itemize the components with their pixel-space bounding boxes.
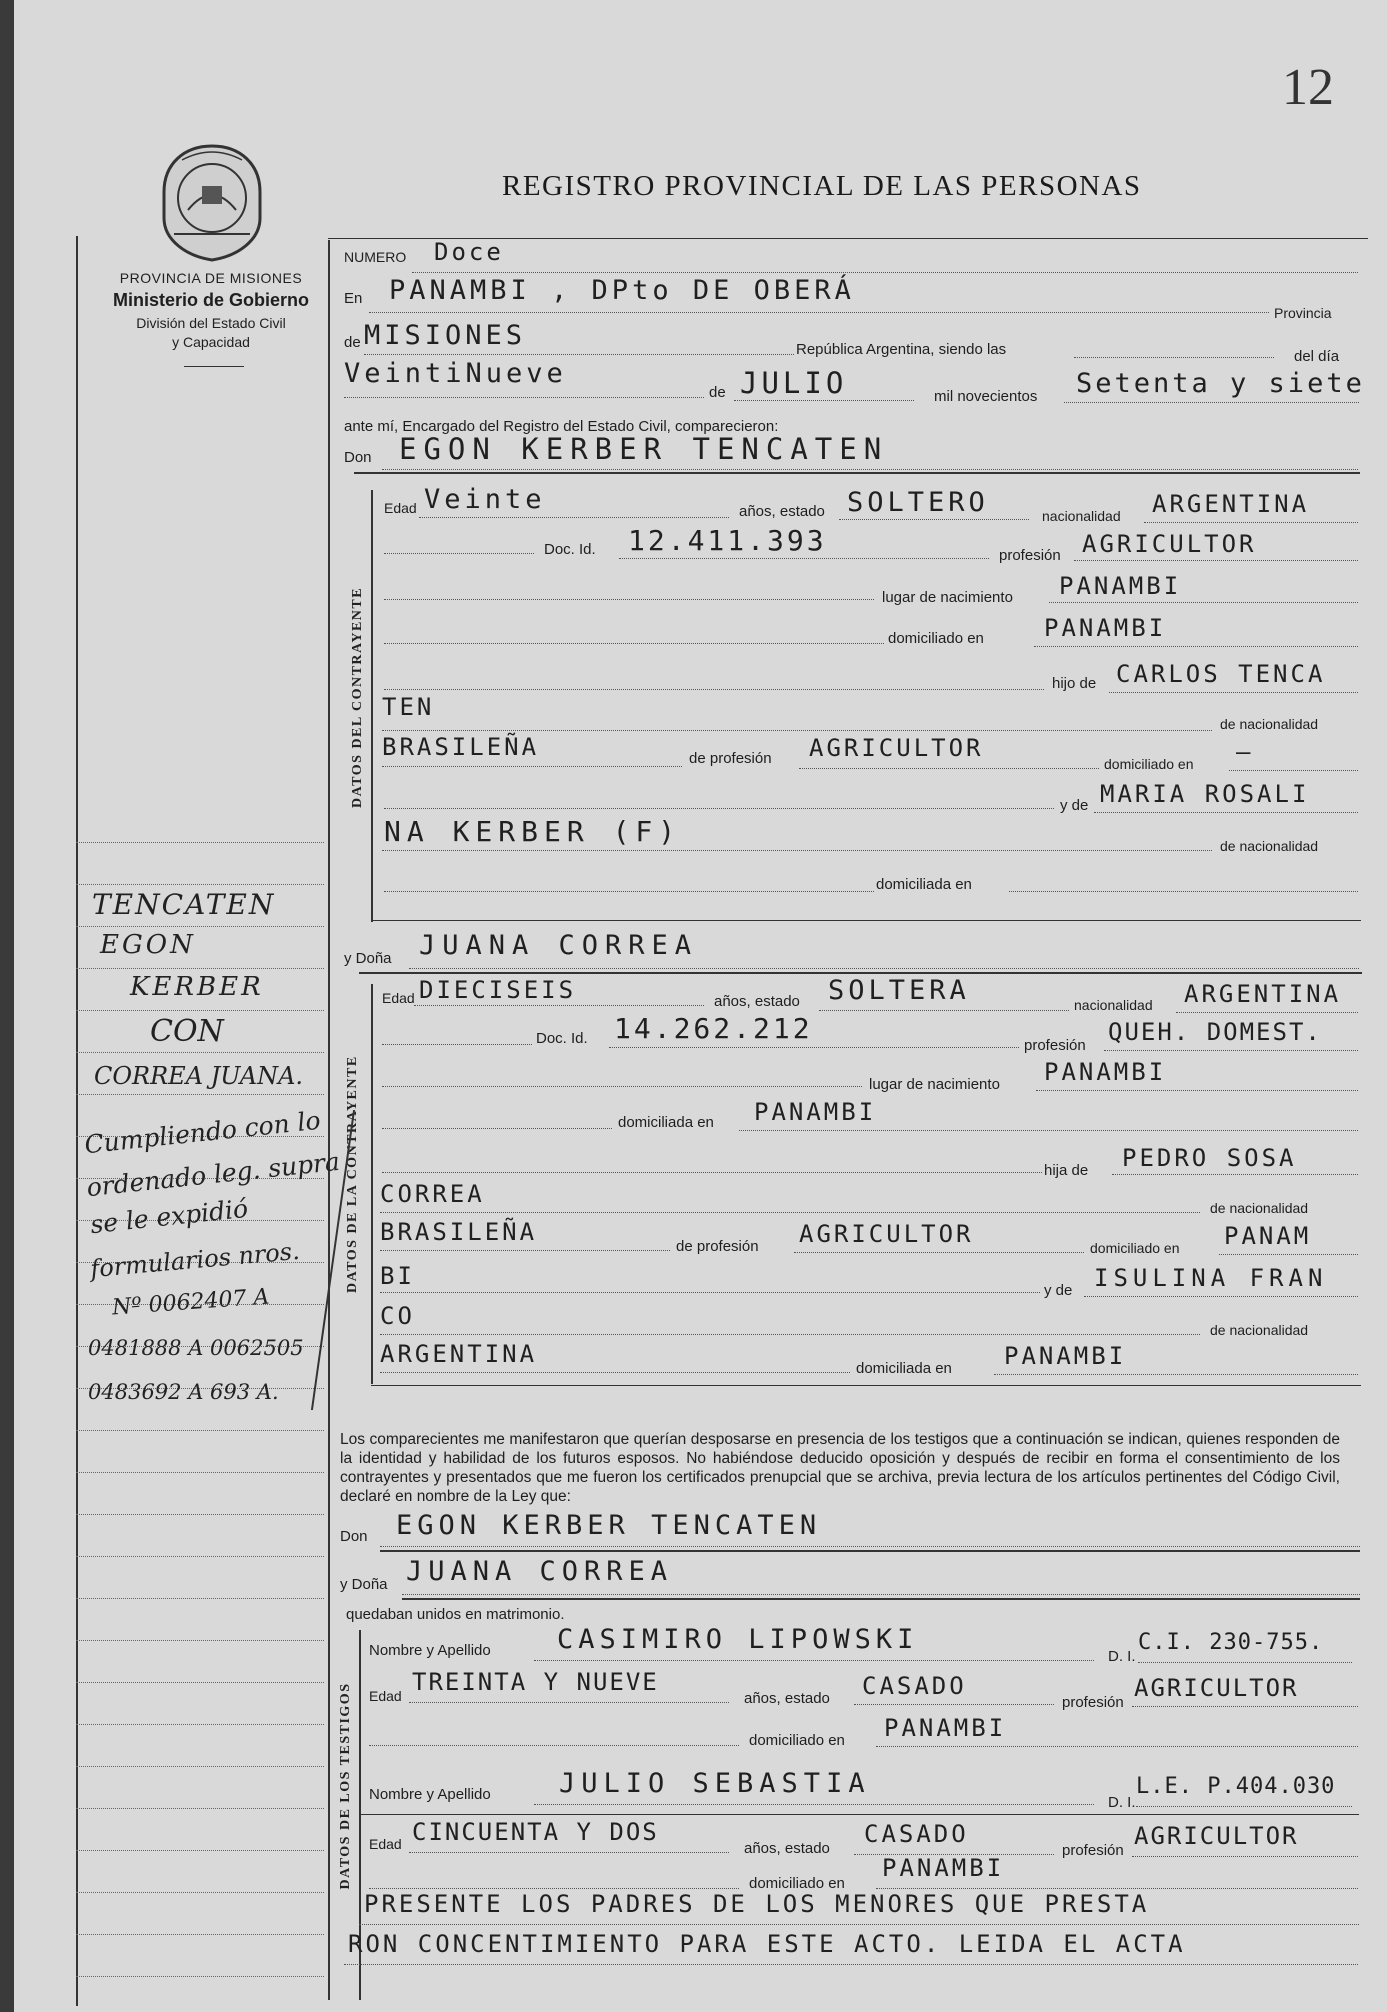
padre-dom-line [1229, 770, 1358, 771]
margin-rule [76, 1934, 324, 1935]
ante-text: ante mí, Encargado del Registro del Estado Civil, comparecieron: [344, 418, 779, 435]
margin-note-4: formularios nros. [89, 1236, 301, 1284]
madre2-value: ISULINA FRAN [1094, 1264, 1328, 1292]
profesion2-label: profesión [1024, 1037, 1086, 1054]
t2-edad-value: CINCUENTA Y DOS [412, 1818, 659, 1846]
nacionalidad2-value: ARGENTINA [1184, 980, 1342, 1008]
t1-nombre-label: Nombre y Apellido [369, 1642, 491, 1659]
domiciliada2-value: PANAMBI [754, 1098, 877, 1126]
margin-note-1: Cumpliendo con lo [83, 1105, 322, 1160]
union-don-label: Don [340, 1528, 368, 1545]
de-value: MISIONES [364, 320, 527, 351]
anos-estado-label: años, estado [739, 503, 825, 520]
padre-dom: — [1236, 738, 1254, 766]
numero-label: NUMERO [344, 249, 407, 265]
lugar2-pre-line [382, 1086, 862, 1087]
domiciliada2-label: domiciliada en [618, 1114, 714, 1131]
madre2-dom-line [994, 1374, 1358, 1375]
remarks-line1: PRESENTE LOS PADRES DE LOS MENORES QUE PRESTA [364, 1890, 1150, 1918]
margin-rule [76, 1808, 324, 1809]
nacionalidad2-line [1176, 1012, 1358, 1013]
margin-note-2: ordenado leg. supra [85, 1146, 342, 1203]
t2-dom-value: PANAMBI [882, 1854, 1005, 1882]
edad-line [419, 517, 729, 518]
t2-prof-line [1132, 1856, 1358, 1857]
t1-nombre-line [534, 1660, 1094, 1661]
padre2-line [1112, 1174, 1358, 1175]
padre2-prof-label: de profesión [676, 1238, 759, 1255]
madre2-nac-label: de nacionalidad [1210, 1322, 1309, 1338]
lugar-line [1049, 602, 1358, 603]
padre2-dom-cont-line [380, 1292, 1040, 1293]
profesion2-line [1104, 1050, 1358, 1051]
madre-line [1094, 812, 1358, 813]
profesion2-value: QUEH. DOMEST. [1108, 1018, 1322, 1046]
t1-estado-value: CASADO [862, 1672, 967, 1700]
nacionalidad-label: nacionalidad [1042, 508, 1121, 524]
t1-di-line [1138, 1662, 1352, 1663]
provincia-label: Provincia [1274, 305, 1332, 321]
margin-rule [76, 1892, 324, 1893]
de-label: de [344, 334, 361, 351]
t1-edad-value: TREINTA Y NUEVE [412, 1668, 659, 1696]
margin-rule [76, 884, 324, 885]
en-value: PANAMBI , DPto DE OBERÁ [389, 275, 855, 306]
padre2-value: PEDRO SOSA [1122, 1144, 1297, 1172]
padre-cont: TEN [382, 693, 435, 721]
left-frame-line [328, 240, 330, 2000]
remarks-line1-rule [359, 1924, 1359, 1925]
statement-paragraph: Los comparecientes me manifestaron que querían desposarse en presencia de los testigos que a continuación se indican, quienes responden de la identidad y habilidad de los futuros esposos. No habiéndose deducido oposición y después de recibir en forma el consentimiento de los contrayentes y presentados que me fueron los certificados prenupcial que se archiva, previa lectura de los artículos pertinentes del Código Civil, declaré en nombre de la Ley que: [340, 1431, 1340, 1505]
margin-name-1: TENCATEN [92, 888, 276, 921]
padre2-prof-line [794, 1252, 1084, 1253]
margin-rule [76, 1724, 324, 1725]
madre2-cont: CO [380, 1302, 415, 1330]
lugar2-label: lugar de nacimiento [869, 1076, 1000, 1093]
ministry-line4: y Capacidad [172, 334, 250, 350]
padre-value: CARLOS TENCA [1116, 660, 1326, 688]
hijo-label: hijo de [1052, 675, 1097, 692]
union-dona-value: JUANA CORREA [406, 1556, 674, 1587]
padre2-nac: BRASILEÑA [380, 1218, 538, 1246]
madre-dom-label: domiciliada en [876, 876, 972, 893]
margin-rule [76, 1094, 324, 1095]
t1-prof-line [1132, 1706, 1358, 1707]
ministry-line1: PROVINCIA DE MISIONES [119, 270, 303, 286]
edad-value: Veinte [424, 484, 546, 515]
dona-value: JUANA CORREA [419, 930, 699, 961]
t2-dom-line [876, 1888, 1358, 1889]
contrayente-top-line [354, 472, 1360, 474]
en-label: En [344, 290, 363, 307]
estado2-value: SOLTERA [828, 975, 970, 1006]
nacionalidad-line [1144, 522, 1358, 523]
padre2-dom-label: domiciliado en [1090, 1240, 1180, 1256]
domiciliado-line [1034, 646, 1358, 647]
margin-rule [76, 1976, 324, 1977]
anio-value: Setenta y siete [1076, 368, 1365, 399]
estado2-line [819, 1010, 1069, 1011]
madre2-dom-label: domiciliada en [856, 1360, 952, 1377]
madre-value: MARIA ROSALI [1100, 780, 1310, 808]
hija-pre-line [382, 1172, 1042, 1173]
madre2-nac: ARGENTINA [380, 1340, 538, 1368]
anio-line [1064, 402, 1359, 403]
madre-nac-label: de nacionalidad [1220, 838, 1319, 854]
del-dia-label: del día [1294, 348, 1340, 365]
padre2-dom-line [1219, 1254, 1358, 1255]
t2-prof-value: AGRICULTOR [1134, 1822, 1299, 1850]
domiciliada2-line [739, 1130, 1358, 1131]
republica-text: República Argentina, siendo las [796, 341, 1007, 358]
profesion-line [1074, 560, 1358, 561]
y-de-pre-line [384, 808, 1054, 809]
t2-nombre-line [534, 1804, 1094, 1805]
t1-edad-label: Edad [369, 1688, 402, 1704]
union-dona-label: y Doña [340, 1576, 388, 1593]
de-mes-label: de [709, 384, 726, 401]
ministry-divider [184, 366, 244, 367]
margin-rule [76, 1514, 324, 1515]
profesion-value: AGRICULTOR [1082, 530, 1257, 558]
padre-prof: AGRICULTOR [809, 734, 984, 762]
domiciliada2-pre-line [382, 1128, 612, 1129]
t1-dom-label: domiciliado en [749, 1732, 845, 1749]
testigos-side-label: DATOS DE LOS TESTIGOS [338, 1682, 353, 1890]
union-dona-line [402, 1594, 1360, 1595]
doc-value: 12.411.393 [628, 524, 827, 557]
padre-prof-line [799, 768, 1099, 769]
t2-di-value: L.E. P.404.030 [1136, 1774, 1336, 1799]
padre-prof-label: de profesión [689, 750, 772, 767]
dona-line [409, 968, 1359, 969]
padre-nac: BRASILEÑA [382, 733, 540, 761]
ministry-line2: Ministerio de Gobierno [112, 290, 309, 310]
padre-nac-line [382, 766, 682, 767]
lugar2-line [1036, 1090, 1358, 1091]
margin-rule [76, 1556, 324, 1557]
doc2-value: 14.262.212 [614, 1012, 813, 1045]
edad2-label: Edad [382, 990, 415, 1006]
contrayente2-side-label: DATOS DE LA CONTRAYENTE [345, 1055, 360, 1293]
edad2-line [414, 1005, 704, 1006]
t2-dom-label: domiciliado en [749, 1875, 845, 1892]
t1-di-value: C.I. 230-755. [1138, 1630, 1324, 1655]
t1-dom-value: PANAMBI [884, 1714, 1007, 1742]
doc-line [619, 558, 989, 559]
padre-nac-label: de nacionalidad [1220, 716, 1319, 732]
emblem-seal-icon [152, 140, 272, 264]
profesion-label: profesión [999, 547, 1061, 564]
madre2-cont-line [380, 1334, 1200, 1335]
margin-rule [76, 1430, 324, 1431]
doc-pre-line [384, 553, 534, 554]
t2-dom-pre-line [369, 1888, 739, 1889]
union-don-line [380, 1546, 1360, 1547]
t2-edad-label: Edad [369, 1836, 402, 1852]
edad-label: Edad [384, 500, 417, 516]
margin-rule [76, 968, 324, 969]
unidos-text: quedaban unidos en matrimonio. [346, 1606, 565, 1623]
margin-rule [76, 1010, 324, 1011]
doc-label: Doc. Id. [544, 541, 596, 558]
t2-nombre-value: JULIO SEBASTIA [559, 1768, 871, 1799]
doc2-label: Doc. Id. [536, 1030, 588, 1047]
edad2-value: DIECISEIS [419, 976, 577, 1004]
nacionalidad2-label: nacionalidad [1074, 997, 1153, 1013]
margin-name-2: EGON [100, 930, 196, 960]
t2-estado-label: años, estado [744, 1840, 830, 1857]
padre-cont-line [382, 730, 1212, 731]
margin-name-4: CON [150, 1014, 224, 1049]
margin-note-3: se le expidió [88, 1193, 250, 1240]
remarks-line2: RON CONCENTIMIENTO PARA ESTE ACTO. LEIDA EL ACTA [348, 1930, 1186, 1958]
t1-di-label: D. I. [1108, 1648, 1136, 1665]
provincial-emblem [152, 140, 272, 264]
union-dona-rule [402, 1598, 1360, 1600]
madre-cont-line [382, 850, 1212, 851]
anos-estado2-label: años, estado [714, 993, 800, 1010]
dia-line [344, 397, 704, 398]
t2-nombre-label: Nombre y Apellido [369, 1786, 491, 1803]
t1-edad-line [409, 1702, 729, 1703]
contrayente-bracket [371, 490, 373, 922]
margin-note-5: Nº 0062407 A [111, 1284, 271, 1321]
madre2-dom: PANAMBI [1004, 1342, 1127, 1370]
y-de-label: y de [1060, 797, 1089, 814]
margin-name-5: CORREA JUANA. [94, 1062, 304, 1090]
mes-value: JULIO [740, 366, 848, 400]
numero-line [412, 272, 1358, 273]
margin-note-7: 0483692 A 693 A. [88, 1380, 279, 1404]
padre-dom-label: domiciliado en [1104, 756, 1194, 772]
page-number: 12 [1282, 59, 1334, 116]
doc2-pre-line [382, 1044, 532, 1045]
estado-value: SOLTERO [847, 487, 989, 518]
padre2-cont: CORREA [380, 1180, 485, 1208]
union-don-value: EGON KERBER TENCATEN [396, 1510, 822, 1541]
don-line [382, 469, 1358, 470]
madre2-line [1084, 1296, 1358, 1297]
lugar-pre-line [384, 599, 874, 600]
ministry-line3: División del Estado Civil [136, 315, 286, 331]
t2-edad-line [409, 1852, 729, 1853]
estado-line [839, 519, 1029, 520]
contrayente2-bottom-line [371, 1385, 1361, 1386]
lugar2-value: PANAMBI [1044, 1058, 1167, 1086]
t2-estado-value: CASADO [864, 1820, 969, 1848]
union-don-rule [380, 1550, 1360, 1552]
de-line [364, 354, 794, 355]
margin-name-3: KERBER [130, 972, 264, 1002]
mil-label: mil novecientos [934, 388, 1038, 405]
padre-line [1109, 692, 1358, 693]
mes-line [734, 400, 914, 401]
padre2-dom: PANAM [1224, 1222, 1312, 1250]
t1-prof-label: profesión [1062, 1694, 1124, 1711]
t1-estado-line [854, 1704, 1054, 1705]
margin-rule [76, 1640, 324, 1641]
margin-rule [76, 1850, 324, 1851]
hija-label: hija de [1044, 1162, 1089, 1179]
t2-di-label: D. I. [1108, 1794, 1136, 1811]
margin-rule [76, 926, 324, 927]
nacionalidad-value: ARGENTINA [1152, 490, 1310, 518]
en-line [369, 312, 1269, 313]
padre2-nac-label: de nacionalidad [1210, 1200, 1309, 1216]
domiciliado-value: PANAMBI [1044, 614, 1167, 642]
numero-value: Doce [434, 238, 504, 266]
margin-rule [76, 1766, 324, 1767]
lugar-label: lugar de nacimiento [882, 589, 1013, 606]
hijo-pre-line [384, 689, 1044, 690]
padre2-nac-line [380, 1250, 670, 1251]
madre-dom-pre-line [384, 891, 874, 892]
document-title: REGISTRO PROVINCIAL DE LAS PERSONAS [502, 170, 1142, 202]
margin-rule [76, 842, 324, 843]
don-value: EGON KERBER TENCATEN [399, 432, 889, 466]
domiciliado-pre-line [384, 643, 884, 644]
lugar-value: PANAMBI [1059, 572, 1182, 600]
contrayente2-bracket [371, 984, 373, 1384]
remarks-line2-rule [344, 1964, 1358, 1965]
margin-note-6: 0481888 A 0062505 [88, 1336, 304, 1360]
t2-di-line [1136, 1806, 1352, 1807]
t1-prof-value: AGRICULTOR [1134, 1674, 1299, 1702]
contrayente2-top-line [359, 972, 1362, 974]
madre-cont: NA KERBER (F) [384, 815, 682, 848]
dia-value: VeintiNueve [344, 358, 567, 389]
t1-estado-label: años, estado [744, 1690, 830, 1707]
t1-nombre-value: CASIMIRO LIPOWSKI [557, 1624, 919, 1655]
t1-dom-pre-line [369, 1745, 739, 1746]
contrayente-side-label: DATOS DEL CONTRAYENTE [350, 586, 365, 808]
t1-dom-line [876, 1746, 1358, 1747]
t2-prof-label: profesión [1062, 1842, 1124, 1859]
doc2-line [609, 1047, 1019, 1048]
madre2-nac-line [380, 1372, 850, 1373]
margin-rule [76, 1598, 324, 1599]
dona-label: y Doña [344, 950, 392, 967]
domiciliado-label: domiciliado en [888, 630, 984, 647]
don-label: Don [344, 449, 372, 466]
margin-rule [76, 1682, 324, 1683]
padre2-prof: AGRICULTOR [799, 1220, 974, 1248]
y-de2-label: y de [1044, 1282, 1073, 1299]
padre2-cont-line [380, 1212, 1200, 1213]
madre-dom-line [1009, 891, 1358, 892]
hora-line [1074, 357, 1274, 358]
padre2-dom-cont: BI [380, 1262, 415, 1290]
record-page [14, 0, 1387, 2012]
contrayente-bottom-line [371, 920, 1361, 921]
t2-divider [359, 1814, 1359, 1815]
margin-rule [76, 1052, 324, 1053]
margin-rule [76, 1472, 324, 1473]
